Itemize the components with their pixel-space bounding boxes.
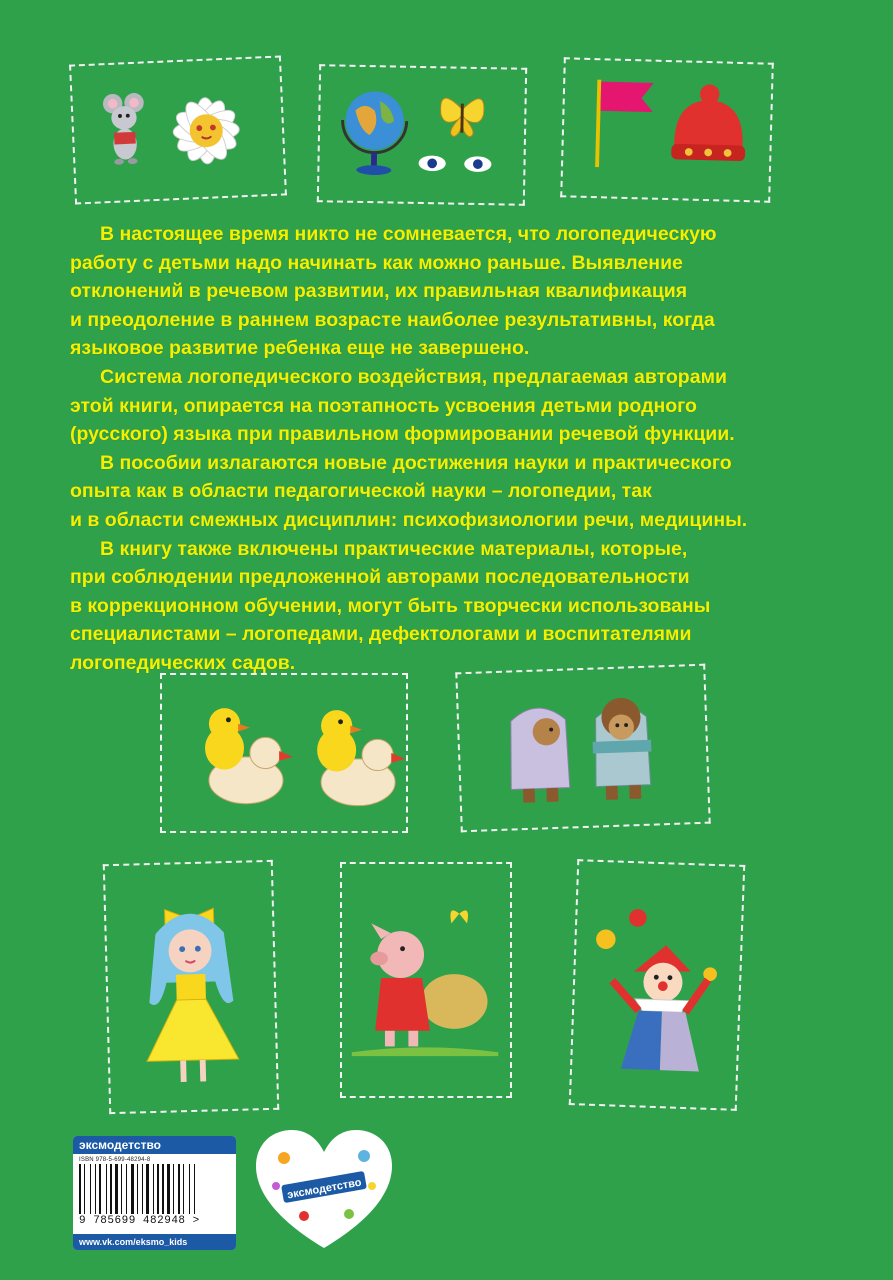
barcode-bar <box>82 1164 83 1214</box>
paragraph-line: работу с детьми надо начинать как можно раньше. Выявление <box>70 251 683 274</box>
barcode-bar <box>90 1164 91 1214</box>
paragraph-line: и в области смежных дисциплин: психофизиологии речи, медицины. <box>70 508 748 531</box>
barcode-bar <box>108 1164 109 1214</box>
hedgehog-icon <box>508 707 570 803</box>
paragraph-1 <box>70 220 830 363</box>
barcode-bar <box>175 1164 177 1214</box>
paragraph-line: специалистами – логопедами, дефектологами и воспитателями <box>70 623 692 646</box>
barcode-bar <box>126 1164 127 1214</box>
paragraph-line: В книгу также включены практические материалы, которые, <box>100 537 688 560</box>
chick-duck-icon <box>205 708 293 804</box>
paragraph-line: В пособии излагаются новые достижения науки и практического <box>100 451 732 474</box>
hedgehog-icon <box>591 697 653 800</box>
card-chicks-ducks <box>160 673 408 833</box>
isbn-text: ISBN 978-5-699-48294-8 <box>79 1157 151 1163</box>
barcode-bar <box>173 1164 174 1214</box>
paragraph-line: в коррекционном обучении, могут быть творчески использованы <box>70 594 711 617</box>
barcode-bar <box>119 1164 120 1214</box>
eyes-icon <box>418 155 491 172</box>
paragraph-line: (русского) языка при правильном формировании речевой функции. <box>70 423 735 446</box>
barcode-bar <box>139 1164 141 1214</box>
barcode-bar <box>135 1164 136 1214</box>
daisy-icon <box>170 95 242 167</box>
barcode-bar <box>189 1164 190 1214</box>
paragraph-3 <box>70 449 830 535</box>
barcode-bar <box>150 1164 152 1214</box>
barcode-bar <box>153 1164 154 1214</box>
card-flag-hat <box>560 57 774 202</box>
barcode-bar <box>162 1164 164 1214</box>
flag-icon <box>595 80 654 169</box>
hedgehogs-illustration <box>457 666 708 830</box>
girl-illustration <box>105 862 277 1112</box>
barcode-bar <box>171 1164 172 1214</box>
barcode-bar <box>155 1164 156 1214</box>
barcode-bar <box>165 1164 166 1214</box>
paragraph-line: логопедических садов. <box>70 651 296 674</box>
paragraph-2 <box>70 363 830 449</box>
chick-duck-icon <box>317 710 405 806</box>
barcode-bar <box>99 1164 101 1214</box>
barcode-bar <box>86 1164 89 1214</box>
card-piglet <box>340 862 512 1098</box>
barcode-bar <box>115 1164 118 1214</box>
globe-butterfly-illustration <box>319 66 525 204</box>
chicks-ducks-illustration <box>162 675 406 831</box>
barcode-bar <box>185 1164 188 1214</box>
paragraph-line: языковое развитие ребенка еще не завершено. <box>70 337 530 360</box>
mouse-icon <box>103 93 147 166</box>
card-globe-butterfly <box>317 64 527 206</box>
barcode-bar <box>181 1164 182 1214</box>
barcode-bar <box>142 1164 143 1214</box>
mouse-daisy-illustration <box>71 58 285 203</box>
barcode-icon <box>79 1164 230 1214</box>
barcode-bar <box>128 1164 130 1214</box>
piglet-illustration <box>342 864 510 1096</box>
butterfly-icon <box>440 98 484 137</box>
barcode-bar <box>157 1164 159 1214</box>
clown-illustration <box>571 861 743 1109</box>
piglet-icon <box>352 910 499 1056</box>
paragraph-line: В настоящее время никто не сомневается, что логопедическую <box>100 223 717 245</box>
barcode-bar <box>95 1164 96 1214</box>
publisher-logo: эксмодетство <box>73 1136 236 1154</box>
barcode-bar <box>110 1164 112 1214</box>
paragraph-line: при соблюдении предложенной авторами последовательности <box>70 566 690 589</box>
flag-hat-illustration <box>562 59 771 200</box>
heart-logo-icon <box>254 1128 394 1254</box>
barcode-bar <box>123 1164 125 1214</box>
barcode-bar <box>106 1164 107 1214</box>
paragraph-4 <box>70 535 830 678</box>
heart-logo-text: эксмодетство <box>286 1176 363 1202</box>
barcode-panel <box>73 1136 236 1250</box>
card-mouse-daisy <box>69 55 287 204</box>
barcode-bar <box>183 1164 184 1214</box>
card-girl <box>103 860 279 1114</box>
barcode-bar <box>121 1164 122 1214</box>
clown-icon <box>592 908 720 1072</box>
globe-icon <box>342 91 408 176</box>
card-clown <box>569 859 745 1111</box>
barcode-bar <box>84 1164 85 1214</box>
description-text <box>70 220 830 678</box>
barcode-bar <box>160 1164 161 1214</box>
barcode-bar <box>144 1164 145 1214</box>
barcode-bar <box>102 1164 105 1214</box>
barcode-bar <box>167 1164 170 1214</box>
paragraph-line: отклонений в речевом развитии, их правильная квалификация <box>70 280 688 303</box>
card-hedgehogs <box>455 664 710 833</box>
barcode-bar <box>137 1164 138 1214</box>
barcode-bar <box>131 1164 134 1214</box>
barcode-bar <box>113 1164 114 1214</box>
knit-hat-icon <box>671 84 747 162</box>
paragraph-line: опыта как в области педагогической науки – логопедии, так <box>70 480 652 503</box>
barcode-bar <box>194 1164 195 1214</box>
paragraph-line: Система логопедического воздействия, предлагаемая авторами <box>100 365 727 388</box>
barcode-bar <box>92 1164 94 1214</box>
barcode-bar <box>146 1164 149 1214</box>
paragraph-line: этой книги, опирается на поэтапность усвоения детьми родного <box>70 394 697 417</box>
vk-link[interactable]: www.vk.com/eksmo_kids <box>73 1234 236 1250</box>
girl-doll-icon <box>143 908 239 1083</box>
barcode-bar <box>79 1164 81 1214</box>
barcode-bar <box>191 1164 193 1214</box>
barcode-bar <box>178 1164 180 1214</box>
barcode-bar <box>97 1164 98 1214</box>
barcode-number: 9 785699 482948 > <box>79 1215 200 1227</box>
paragraph-line: и преодоление в раннем возрасте наиболее результативны, когда <box>70 308 715 331</box>
